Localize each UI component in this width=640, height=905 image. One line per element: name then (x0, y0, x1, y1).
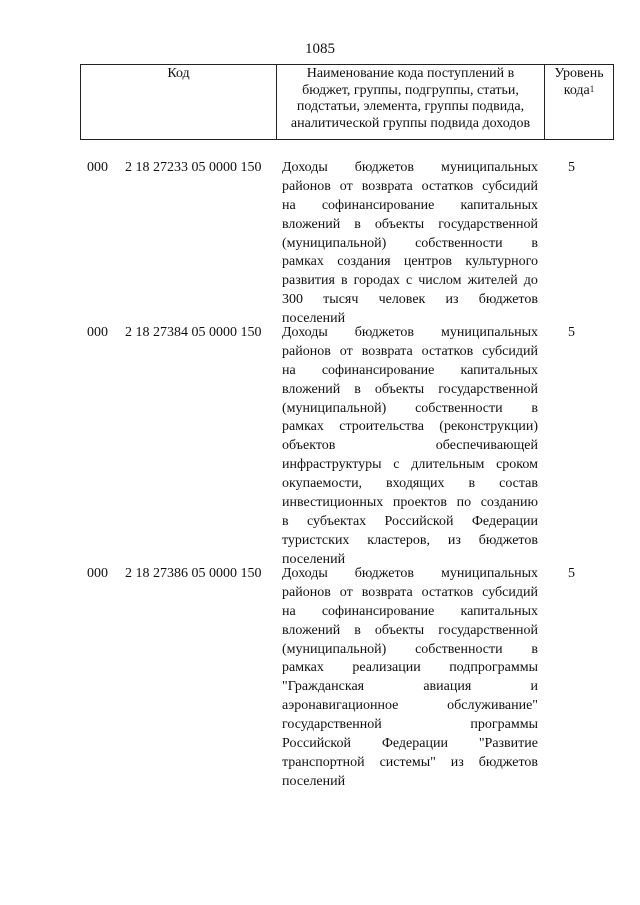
header-level-cell (545, 65, 613, 139)
row-name-line: поселений (282, 311, 346, 327)
header-name-cell (277, 65, 545, 139)
row-name-line: (муниципальной) собственности в (282, 400, 538, 416)
row-name-line: развития в городах с числом жителей до (282, 273, 538, 289)
row-name-line: 300 тысяч человек из бюджетов (282, 292, 538, 308)
row-prefix: 000 (87, 566, 108, 581)
row-name-line: Доходы бюджетов муниципальных (282, 566, 538, 581)
row-name-line: (муниципальной) собственности в (282, 641, 538, 657)
header-code-label: Код (167, 66, 190, 81)
row-name-line: на софинансирование капитальных (282, 362, 538, 378)
row-level: 5 (568, 566, 575, 581)
row-name-line: инвестиционных проектов по созданию (282, 495, 538, 511)
row-name (282, 565, 538, 792)
row-name-line: рамках создания центров культурного (282, 254, 538, 270)
page-number: 1085 (305, 41, 335, 57)
row-name-line: на софинансирование капитальных (282, 603, 538, 619)
row-name-line: в субъектах Российской Федерации (282, 513, 538, 529)
row-name-line: окупаемости, входящих в состав (282, 476, 538, 492)
row-name-line: на софинансирование капитальных (282, 197, 538, 213)
header-level-line: Уровень (554, 66, 604, 81)
row-name-line: объектов обеспечивающей (282, 438, 538, 454)
row-name-line: аэронавигационное обслуживание" (282, 698, 538, 714)
table-header (80, 64, 614, 140)
row-name-line: государственной программы (282, 717, 538, 733)
row-name-line: (муниципальной) собственности в (282, 235, 538, 251)
header-name-line: подстатьи, элемента, группы подвида, (296, 99, 525, 114)
header-level-footnote: 1 (589, 83, 595, 94)
header-name-line: бюджет, группы, подгруппы, статьи, (302, 82, 519, 98)
row-name-line: вложений в объекты государственной (282, 216, 538, 232)
header-level-line: кода (563, 82, 590, 98)
row-name-line: туристских кластеров, из бюджетов (282, 532, 538, 548)
row-name-line: Российской Федерации "Развитие (282, 736, 538, 752)
row-name-line: поселений (282, 551, 346, 567)
header-code-cell (81, 65, 277, 139)
row-name-line: Доходы бюджетов муниципальных (282, 160, 538, 175)
row-level: 5 (568, 160, 575, 175)
row-name-line: транспортной системы" из бюджетов (282, 754, 538, 770)
row-prefix: 000 (87, 325, 108, 340)
row-prefix: 000 (87, 160, 108, 175)
row-name-line: рамках строительства (реконструкции) (282, 419, 538, 435)
row-name-line: районов от возврата остатков субсидий (282, 584, 538, 600)
header-name-line: аналитической группы подвида доходов (290, 115, 531, 131)
row-name-line: вложений в объекты государственной (282, 622, 538, 638)
row-code: 2 18 27384 05 0000 150 (125, 325, 262, 340)
row-name-line: районов от возврата остатков субсидий (282, 343, 538, 359)
row-name-line: "Гражданская авиация и (282, 679, 538, 695)
row-name-line: районов от возврата остатков субсидий (282, 178, 538, 194)
row-name-line: Доходы бюджетов муниципальных (282, 325, 538, 340)
row-name-line: вложений в объекты государственной (282, 381, 538, 397)
row-name-line: рамках реализации подпрограммы (282, 660, 538, 676)
row-name (282, 159, 538, 329)
row-code: 2 18 27386 05 0000 150 (125, 566, 262, 581)
row-name (282, 324, 538, 570)
row-level: 5 (568, 325, 575, 340)
row-name-line: поселений (282, 773, 346, 789)
row-name-line: инфраструктуры с длительным сроком (282, 457, 538, 473)
row-code: 2 18 27233 05 0000 150 (125, 160, 262, 175)
header-name-line: Наименование кода поступлений в (306, 66, 515, 81)
